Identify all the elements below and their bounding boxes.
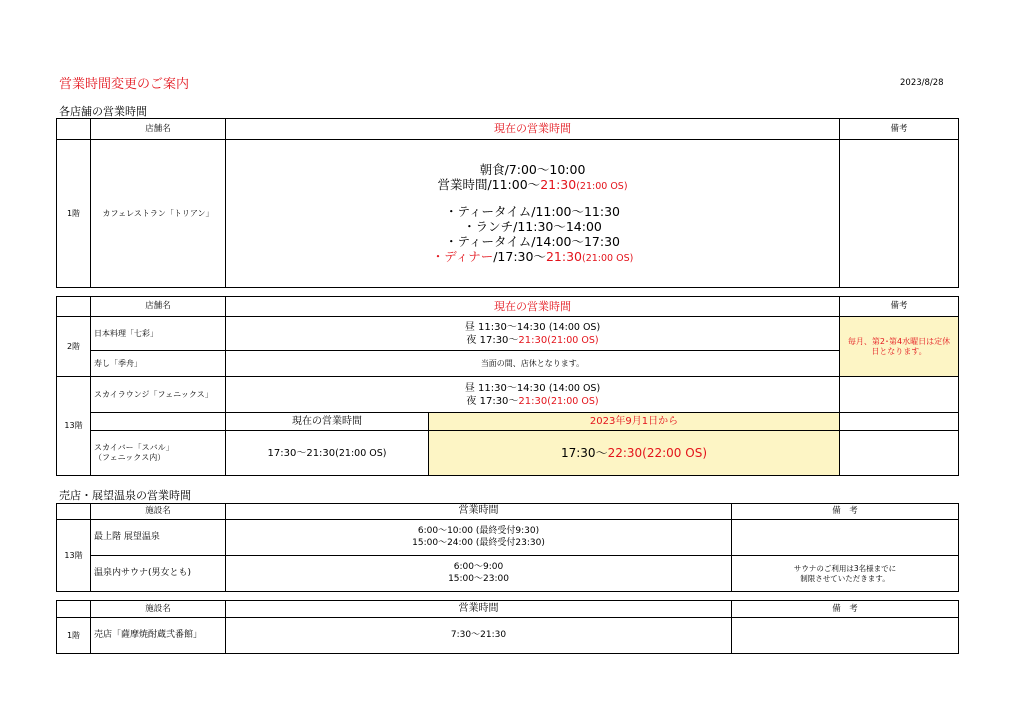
hours-text: 17:30～21:30 [267, 447, 336, 459]
last-order: (21:00 OS) [547, 395, 599, 407]
last-order: (21:00 OS) [576, 180, 628, 192]
section-title-stores: 各店舗の営業時間 [59, 105, 147, 118]
last-order: (21:00 OS) [335, 447, 387, 459]
hours-cell [226, 140, 840, 288]
hours-text: 営業時間/11:00～ [437, 176, 541, 192]
store-hours-table-2f-13f [56, 296, 959, 476]
header-facility-name: 施設名 [91, 504, 226, 520]
hours-line: ・ティータイム/11:00～11:30 [444, 203, 620, 219]
note-line: サウナのご利用は3名様までに [793, 564, 897, 574]
hours-line: 朝食/7:00～10:00 [479, 161, 586, 177]
changed-time: 21:30 [545, 248, 582, 264]
dinner-label: ・ディナー [431, 248, 494, 264]
document-date: 2023/8/28 [900, 78, 944, 88]
header-current-hours: 現在の営業時間 [226, 297, 840, 317]
changed-time: 21:30 [518, 334, 548, 346]
new-hours-cell [429, 431, 840, 476]
hours-line: ・ランチ/11:30～14:00 [463, 218, 602, 234]
hours-line [226, 382, 839, 395]
hours-cell [226, 377, 840, 413]
facility-hours-table-1f [56, 600, 959, 654]
current-hours-cell [226, 431, 429, 476]
subheader-new-hours: 2023年9月1日から [429, 413, 840, 431]
hours-text: 夜 17:30～ [466, 395, 519, 407]
changed-time: 21:30 [540, 176, 577, 192]
store-name [91, 431, 226, 476]
floor-label: 1階 [57, 618, 91, 654]
last-order: (21:00 OS) [581, 252, 634, 264]
header-note: 備 考 [732, 504, 959, 520]
store-name: スカイラウンジ「フェニックス」 [91, 377, 226, 413]
hours-text: /17:30～ [493, 248, 546, 264]
floor-label: 1階 [57, 140, 91, 288]
hours-text: 17:30～ [560, 445, 608, 460]
hours-line [226, 321, 839, 334]
store-hours-table-1f [56, 118, 959, 288]
facility-name: 最上階 展望温泉 [91, 520, 226, 556]
facility-name: 売店「薩摩焼酎蔵弐番館」 [91, 618, 226, 654]
header-note: 備考 [840, 119, 959, 140]
hours-line: 15:00～23:00 [448, 573, 509, 584]
hours-cell [226, 520, 732, 556]
store-name: 日本料理「七彩」 [91, 317, 226, 351]
last-order: (14:00 OS) [548, 382, 601, 394]
hours-line [226, 249, 839, 266]
header-note: 備考 [840, 297, 959, 317]
header-store-name: 店舗名 [91, 297, 226, 317]
header-note: 備 考 [732, 601, 959, 618]
header-facility-name: 施設名 [91, 601, 226, 618]
hours-line: 6:00～9:00 [453, 562, 504, 573]
changed-time: 21:30 [518, 395, 548, 407]
header-hours: 営業時間 [226, 601, 732, 618]
page-title: 営業時間変更のご案内 [59, 77, 190, 92]
hours-cell: 7:30～21:30 [226, 618, 732, 654]
hours-line [226, 395, 839, 408]
floor-label: 13階 [57, 377, 91, 476]
subheader-current-hours: 現在の営業時間 [226, 413, 429, 431]
hours-line [226, 334, 839, 347]
floor-label: 13階 [57, 520, 91, 592]
hours-line: 15:00～24:00 (最終受付23:30) [412, 537, 545, 548]
hours-line: 6:00～10:00 (最終受付9:30) [417, 526, 540, 537]
hours-text: 昼 11:30～14:30 [464, 321, 546, 333]
store-name: 寿し「季舟」 [91, 351, 226, 377]
header-current-hours: 現在の営業時間 [226, 119, 840, 140]
hours-cell [226, 317, 840, 351]
header-store-name: 店舗名 [91, 119, 226, 140]
store-name-line: （フェニックス内） [94, 453, 166, 462]
last-order: (14:00 OS) [548, 321, 601, 333]
hours-cell [226, 556, 732, 592]
hours-line: ・ティータイム/14:00～17:30 [444, 233, 620, 249]
floor-label: 2階 [57, 317, 91, 377]
store-name: カフェレストラン「トリアン」 [91, 140, 226, 288]
store-name-line: スカイバー「スバル」 [94, 443, 174, 452]
header-hours: 営業時間 [226, 504, 732, 520]
last-order: (22:00 OS) [642, 445, 707, 460]
hours-cell: 当面の間、店休となります。 [226, 351, 840, 377]
note-line: 制限させていただきます。 [800, 573, 890, 583]
changed-time: 22:30 [607, 445, 643, 460]
last-order: (21:00 OS) [547, 334, 599, 346]
closed-day-note: 毎月、第2･第4水曜日は定休日となります。 [840, 317, 959, 377]
facility-name: 温泉内サウナ(男女とも) [91, 556, 226, 592]
sauna-note [732, 556, 959, 592]
hours-text: 昼 11:30～14:30 [464, 382, 546, 394]
hours-line [226, 177, 839, 194]
hours-text: 夜 17:30～ [466, 334, 519, 346]
section-title-facilities: 売店・展望温泉の営業時間 [59, 489, 191, 502]
facility-hours-table-13f [56, 503, 959, 592]
